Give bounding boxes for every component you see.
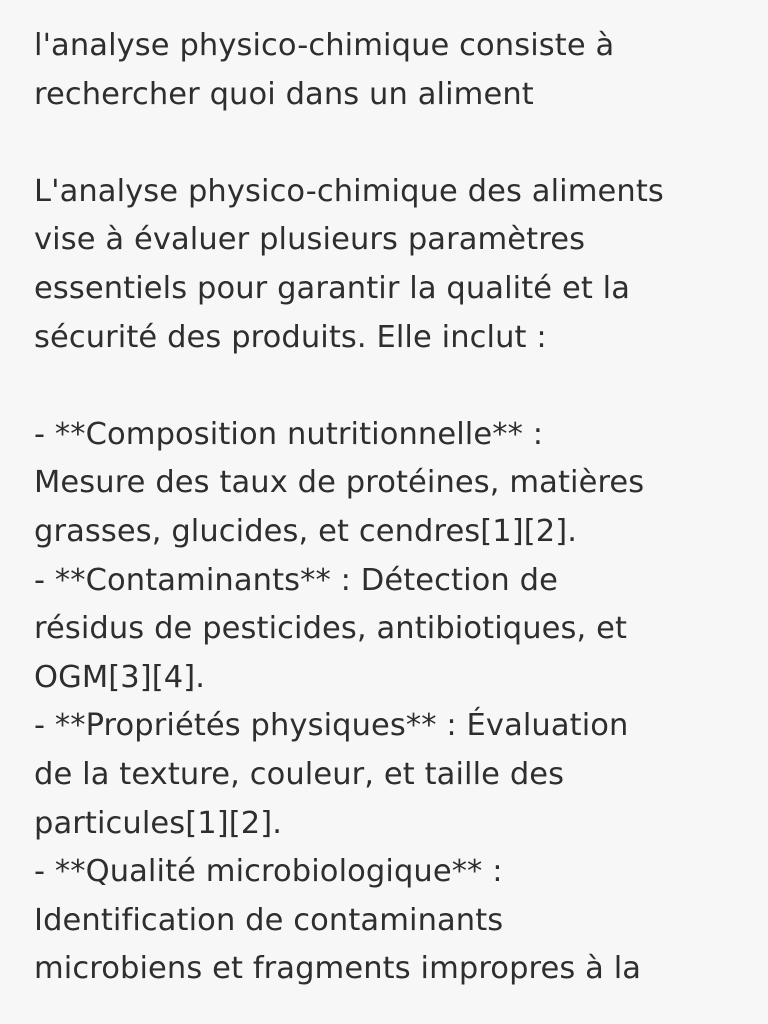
list-item-line: Identification de contaminants <box>34 902 504 938</box>
question-line: l'analyse physico-chimique consiste à <box>34 28 615 63</box>
list-item-line: - **Qualité microbiologique** : <box>34 854 503 890</box>
paragraph-gap <box>34 119 738 168</box>
list-item-line: résidus de pesticides, antibiotiques, et <box>34 611 628 647</box>
list-item-line: Mesure des taux de protéines, matières <box>34 465 645 501</box>
list-item-line: - **Composition nutritionnelle** : <box>34 416 544 452</box>
list-item-line: grasses, glucides, et cendres[1][2]. <box>34 513 578 549</box>
list-item-line: particules[1][2]. <box>34 805 283 841</box>
list-item-line: - **Propriétés physiques** : Évaluation <box>34 708 629 744</box>
list-item-line: microbiens et fragments impropres à la <box>34 951 642 987</box>
list-item-line: de la texture, couleur, et taille des <box>34 756 565 792</box>
list-item-line: OGM[3][4]. <box>34 659 206 695</box>
intro-line: essentiels pour garantir la qualité et la <box>34 270 631 306</box>
question-text <box>34 22 738 119</box>
intro-line: sécurité des produits. Elle inclut : <box>34 319 547 355</box>
list-item-line: - **Contaminants** : Détection de <box>34 562 558 598</box>
intro-line: vise à évaluer plusieurs paramètres <box>34 222 586 258</box>
paragraph-gap <box>34 362 738 411</box>
answer-intro <box>34 168 738 362</box>
answer-list <box>34 411 738 994</box>
question-line: rechercher quoi dans un aliment <box>34 76 534 112</box>
intro-line: L'analyse physico-chimique des aliments <box>34 173 664 209</box>
